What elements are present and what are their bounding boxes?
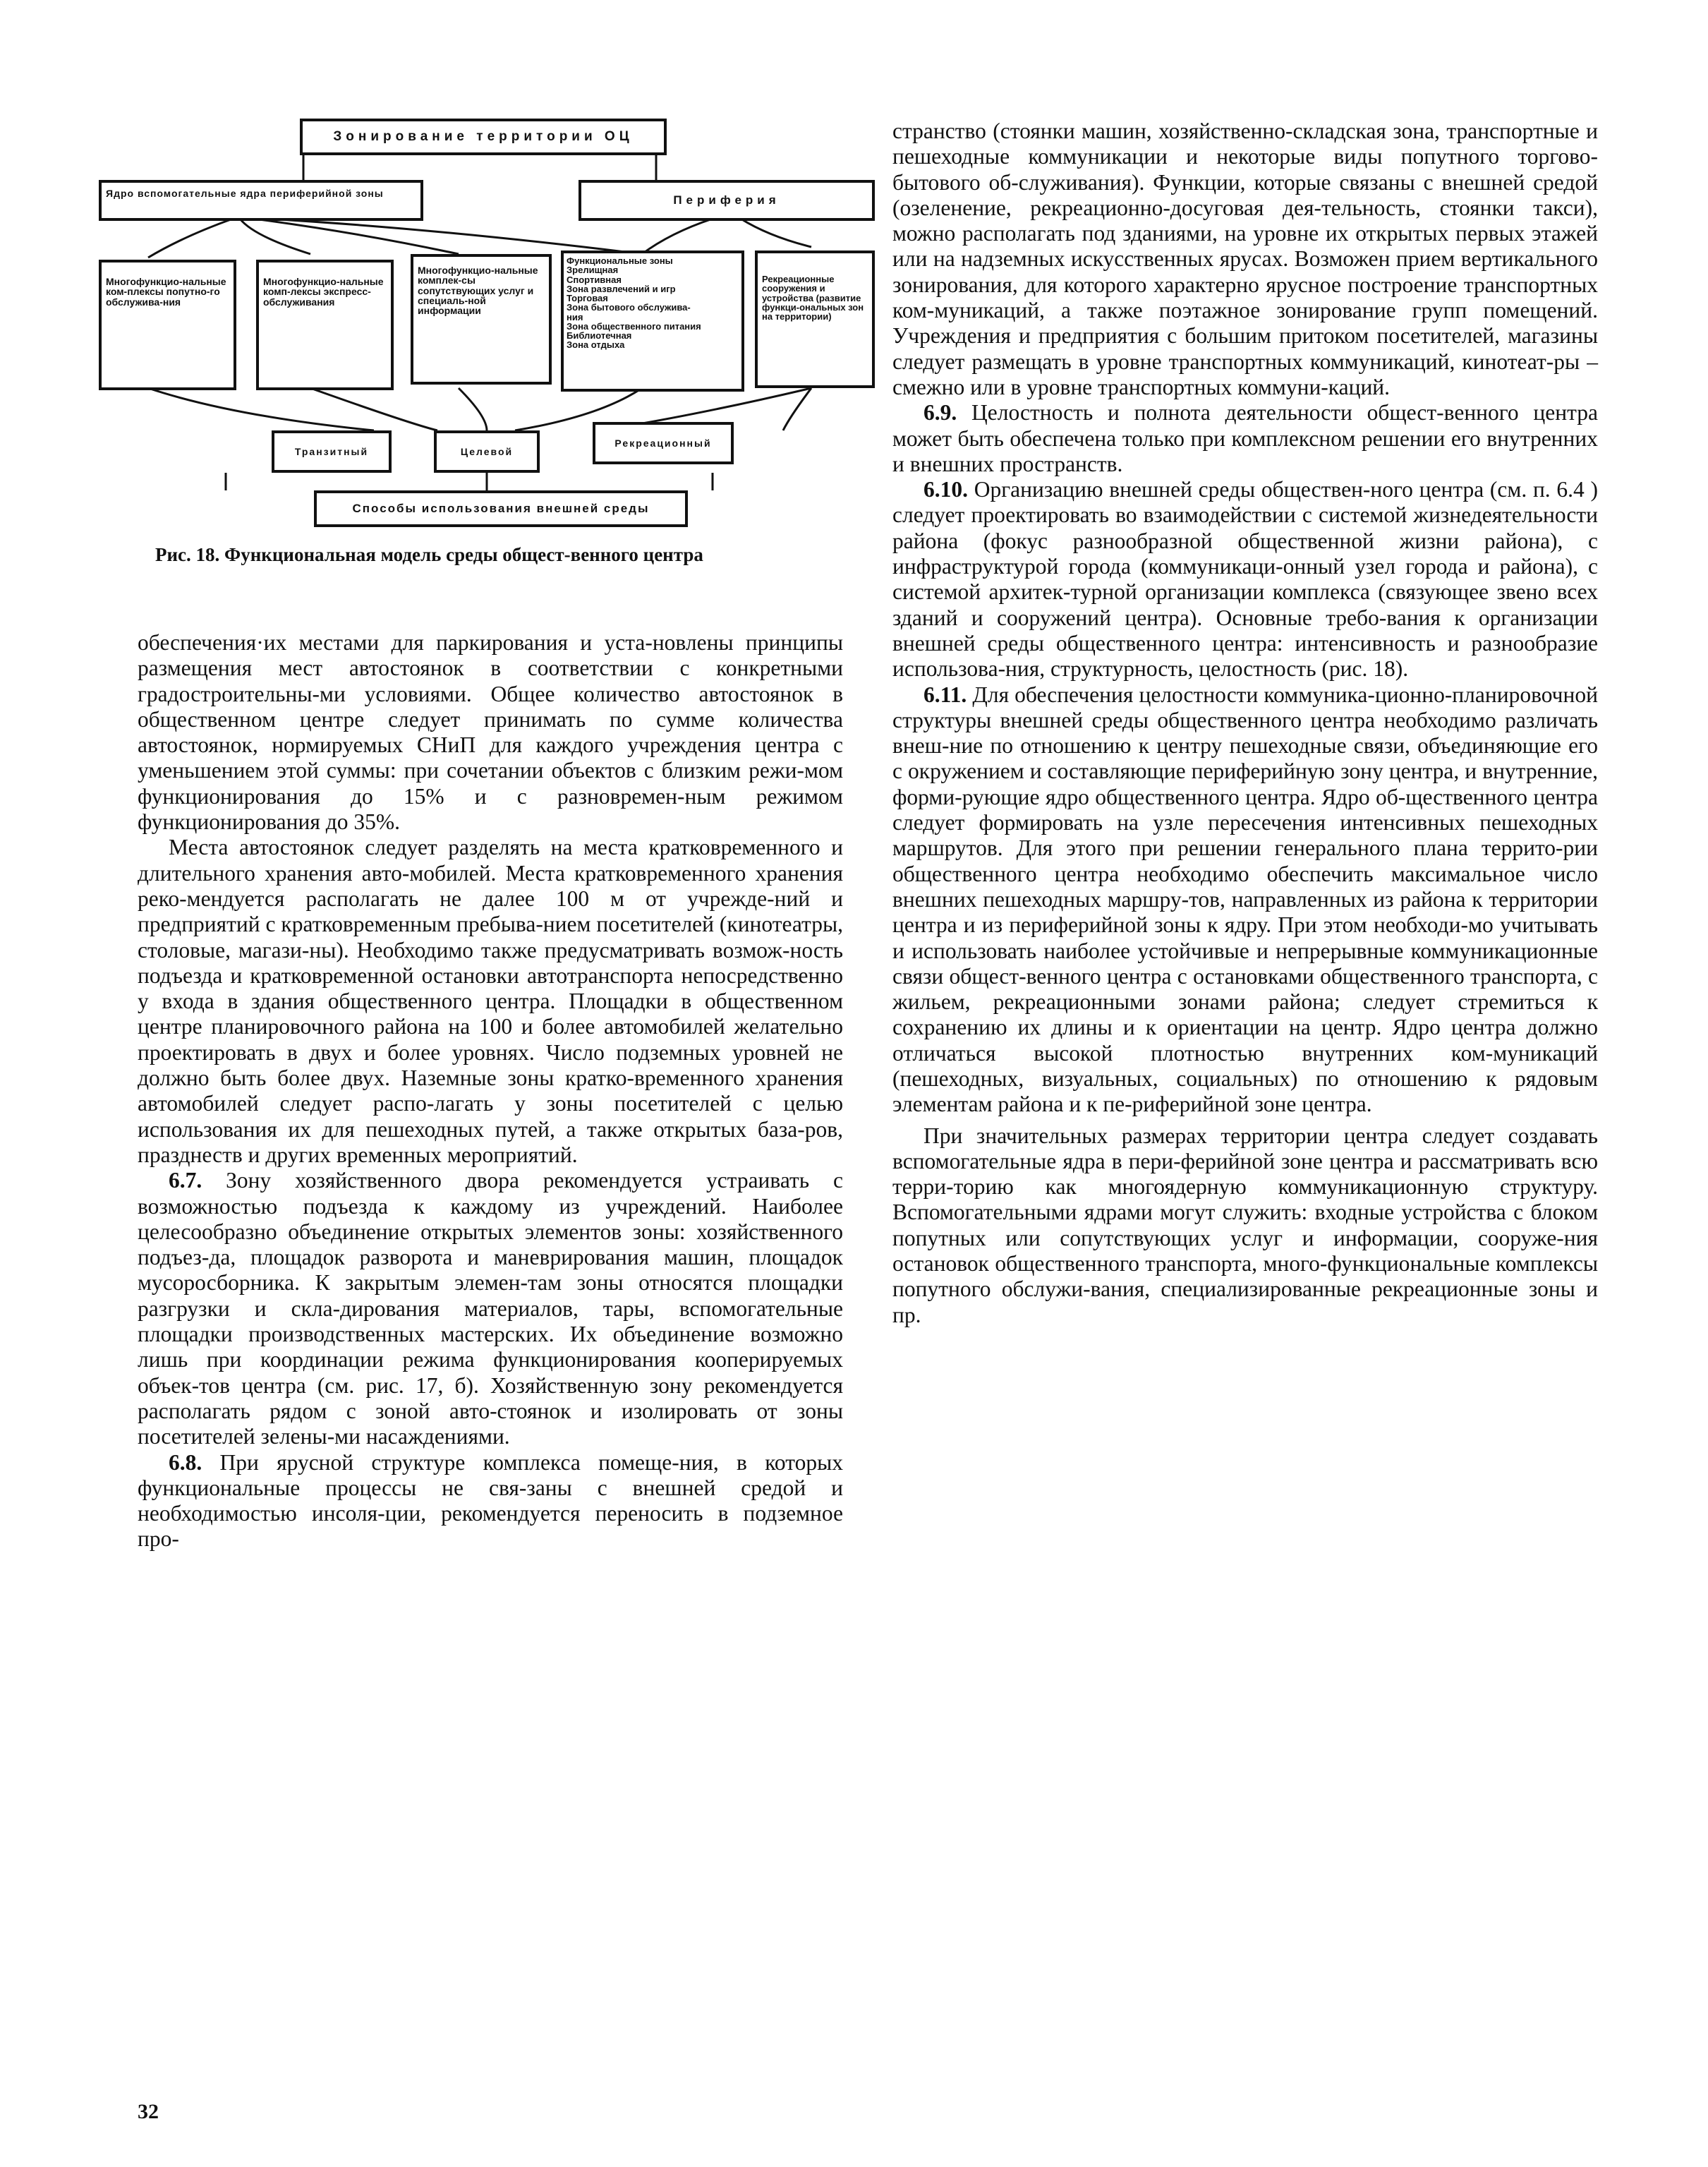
zones-list-item: Спортивная [567,274,622,285]
paragraph-6-9 [892,400,1598,477]
paragraph: Места автостоянок следует разделять на места кратковременного и длительного хранения авто-мобилей. Места кратковременного хранения реко-мендуется располагать не далее 100 м от учрежде-ний и предприятий с кратковременным пребыва-нием посетителей (кинотеатры, столовые, магази-ны). Необходимо также предусматривать возмож-ность подъезда и кратковременной остановки автотранспорта непосредственно у входа в здания общественного центра. Площадки в общественном центре планировочного района на 100 и более автомобилей желательно проектировать в двух и более уровнях. Число подземных уровней не должно быть более двух. Наземные зоны кратко-временного хранения автомобилей следует распо-лагать у зоны посетителей с целью использования их для пешеходных путей, а также открытых база-ров, празднеств и других временных мероприятий. [138,835,843,1167]
functional-model-diagram [92,106,878,529]
paragraph-text: Зону хозяйственного двора рекомендуется устраивать с возможностью подъезда к каждому из учреждений. Наиболее целесообразно объединение открытых элементов зоны: хозяйственного подъез-да, площадок разворота и маневрирования машин, площадок мусоросборника. К закрытым элемен-там зоны относятся площадки разгрузки и скла-дирования материалов, тары, вспомогательные площадки производственных мастерских. Их объединение возможно лишь при координации режима функционирования кооперируемых объек-тов центра (см. рис. 17, б). Хозяйственную зону рекомендуется располагать рядом с зоной авто-стоянок и изолировать от зоны посетителей зелены-ми насаждениями. [138,1168,843,1449]
functional-zones-box [561,250,744,392]
zones-list-item: Зона бытового обслужива- [567,302,691,313]
paragraph-6-11 [892,682,1598,1118]
zoning-title-box: Зонирование территории ОЦ [300,119,667,155]
figure-caption: Рис. 18. Функциональная модель среды общест-венного центра [155,544,703,565]
paragraph-text: При ярусной структуре комплекса помеще-ния, в которых функциональные процессы не свя-заны с внешней средой и необходимостью инсоля-ции, рекомендуется переносить в подземное про- [138,1449,843,1552]
section-number: 6.7. [169,1168,202,1193]
recreation-facilities-box: Рекреационные сооружения и устройства (развитие функци-ональных зон на территории) [755,250,875,388]
paragraph-6-10 [892,477,1598,682]
zones-list-item: ния [567,311,583,322]
left-column [138,630,843,1552]
paragraph-text: Организацию внешней среды обществен-ного центра (см. п. 6.4 ) следует проектировать во взаимодействии с системой жизнедеятельности района (фокус разнообразной общественной жизни района), с инфраструктурой города (коммуникаци-онный узел города и района), с системой архитек-турной организации комплекса (связующее звено всех зданий и сооружений центра). Основные требо-вания к организации внешней среды общественного центра: интенсивность и разнообразие использова-ния, структурность, целостность (рис. 18). [892,477,1598,682]
section-number: 6.8. [169,1449,202,1475]
zones-list-item: Зона общественного питания [567,320,701,332]
transit-box: Транзитный [272,430,392,473]
zones-list-item: Зрелищная [567,265,619,276]
recreational-box: Рекреационный [593,422,734,464]
zones-list-item: Торговая [567,293,608,303]
paragraph: При значительных размерах территории центра следует создавать вспомогательные ядра в пери-ферийной зоне центра и рассматривать всю терри-торию как многоядерную коммуникационную структуру. Вспомогательными ядрами могут служить: входные устройства с блоком попутных или сопутствующих услуг и информации, сооруже-ния остановок общественного транспорта, много-функциональные комплексы попутного обслужи-вания, специализированные рекреационные зоны и пр. [892,1123,1598,1327]
right-column [892,119,1598,1328]
paragraph: обеспечения·их местами для паркирования и уста-новлены принципы размещения мест автостоянок в соответствии с конкретными градостроительны-ми условиями. Общее количество автостоянок в общественном центре следует принимать по сумме количества автостоянок, нормируемых СНиП для каждого учреждения центра с уменьшением этой суммы: при сочетании объектов с близким режи-мом функционирования до 15% и с разновремен-ным режимом функционирования до 35%. [138,630,843,835]
section-number: 6.9. [923,400,957,425]
paragraph-6-8 [138,1450,843,1552]
zones-list-item: Зона отдыха [567,339,625,351]
multifunctional-complex-box-3: Многофункцио-нальные комплек-сы сопутствующих услуг и специаль-ной информации [411,254,552,385]
zones-list-item: Библиотечная [567,330,632,341]
paragraph: странство (стоянки машин, хозяйственно-складская зона, транспортные и пешеходные коммуникации и некоторые виды попутного торгово-бытового об-служивания). Функции, которые связаны с внешней средой (озеленение, рекреационно-досуговая дея-тельность, стоянки такси), можно располагать под зданиями, на уровне их открытых первых этажей или на надземных искусственных ярусах. Возможен прием вертикального зонирования, для которого характерно ярусное построение транспортных ком-муникаций, а также поэтажное зонирование групп помещений. Учреждения и предприятия с большим притоком посетителей, магазины следует размещать в уровне транспортных коммуникаций, кинотеат-ры – смежно или в уровне транспортных коммуни-каций. [892,119,1598,399]
section-number: 6.10. [923,477,968,502]
external-environment-methods-box: Способы использования внешней среды [314,490,688,527]
paragraph-6-7 [138,1168,843,1449]
page-number: 32 [138,2100,159,2123]
paragraph-text: Целостность и полнота деятельности общест-венного центра может быть обеспечена только при комплексном решении его внутренних и внешних пространств. [892,400,1598,476]
paragraph-text: Для обеспечения целостности коммуника-ционно-планировочной структуры внешней среды общественного центра необходимо различать внеш-ние по отношению к центру пешеходные связи, объединяющие его с окружением и составляющие периферийную зону центра, и внутренние, форми-рующие ядро общественного центра. Ядро об-щественного центра следует формировать на узле пересечения интенсивных пешеходных маршрутов. Для этого при решении генерального плана террито-рии общественного центра необходимо обеспечить максимальное число внешних пешеходных маршру-тов, направленных из района к территории центра и из периферийной зоны к ядру. При этом необходи-мо учитывать и использовать наиболее устойчивые и непрерывные коммуникационные связи общест-венного центра с остановками общественного транспорта, с жильем, рекреационными зонами района; следует стремиться к сохранению их длины и к ориентации на центр. Ядро центра должно отличаться высокой плотностью внутренних ком-муникаций (пешеходных, визуальных, социальных) по отношению к рядовым элементам района и к пе-риферийной зоне центра. [892,682,1598,1117]
core-box: Ядро вспомогательные ядра периферийной зоны [99,180,423,221]
multifunctional-complex-box-2: Многофункцио-нальные комп-лексы экспресс-обслуживания [256,260,394,390]
multifunctional-complex-box-1: Многофункцио-нальные ком-плексы попутно-го обслужива-ния [99,260,236,390]
section-number: 6.11. [923,682,967,707]
target-box: Целевой [434,430,540,473]
periphery-box: Периферия [579,180,875,221]
zones-list-item: Зона развлечений и игр [567,283,676,294]
zones-list-item: Функциональные зоны [567,255,673,266]
